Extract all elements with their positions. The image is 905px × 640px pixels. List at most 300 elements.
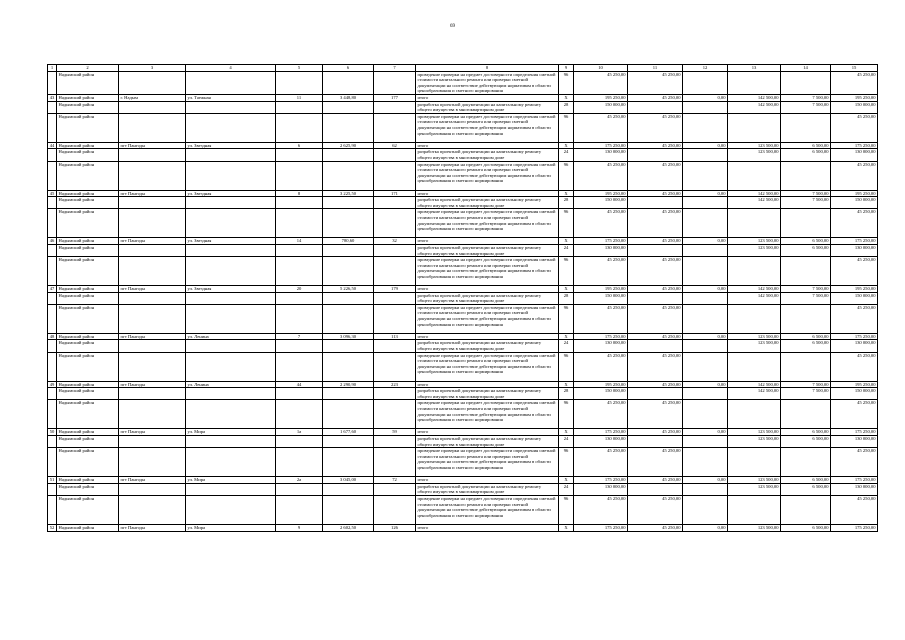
table-cell xyxy=(276,400,323,429)
table-cell: Надымский район xyxy=(57,429,119,436)
table-cell: 175 250,00 xyxy=(574,142,628,149)
table-cell: 175 250,00 xyxy=(574,333,628,340)
table-cell: 45 250,00 xyxy=(628,94,683,101)
table-cell xyxy=(728,161,781,190)
table-cell: 0,00 xyxy=(683,381,728,388)
table-cell: 123 500,00 xyxy=(728,483,781,495)
table-cell: разработка проектной документации на капитальному ремонту общего имущества в многоквартирном доме xyxy=(416,149,559,161)
column-header: 9 xyxy=(559,65,574,72)
table-cell: пгт Пангоды xyxy=(119,429,186,436)
table-cell xyxy=(276,244,323,256)
table-cell: итого xyxy=(416,333,559,340)
table-cell xyxy=(119,496,186,525)
table-cell: 7 500,00 xyxy=(781,101,831,113)
table-cell: Надымский район xyxy=(57,436,119,448)
table-cell: 45 250,00 xyxy=(628,71,683,94)
table-cell: 150 000,00 xyxy=(574,292,628,304)
table-cell xyxy=(683,448,728,477)
table-cell: 142 500,00 xyxy=(728,197,781,209)
table-cell: проведение проверки на предмет достоверности определения сметной стоимости капитального ремонта или проверки сметной документации на соответствие действующим нормативам в области ценообразования и сметного нормирования xyxy=(416,304,559,333)
table-cell: 195 250,00 xyxy=(831,286,878,293)
table-cell xyxy=(48,149,57,161)
table-cell: разработка проектной документации на капитальному ремонту общего имущества в многоквартирном доме xyxy=(416,388,559,400)
table-cell: 6 500,00 xyxy=(781,429,831,436)
column-header: 1 xyxy=(48,65,57,72)
table-cell: 96 xyxy=(559,161,574,190)
table-cell: 45 250,00 xyxy=(831,161,878,190)
table-cell: 123 500,00 xyxy=(728,244,781,256)
table-cell xyxy=(628,340,683,352)
table-cell xyxy=(683,400,728,429)
table-cell xyxy=(276,113,323,142)
column-header: 11 xyxy=(628,65,683,72)
table-cell xyxy=(186,71,276,94)
table-cell: 6 500,00 xyxy=(781,142,831,149)
table-row xyxy=(48,238,878,245)
table-row xyxy=(48,483,878,495)
table-cell xyxy=(48,340,57,352)
table-cell: Надымский район xyxy=(57,340,119,352)
table-cell xyxy=(374,149,416,161)
table-cell: 123 500,00 xyxy=(728,340,781,352)
table-cell xyxy=(781,448,831,477)
table-cell: 96 xyxy=(559,209,574,238)
table-cell xyxy=(48,400,57,429)
table-cell xyxy=(374,71,416,94)
table-cell: 96 xyxy=(559,304,574,333)
table-cell: Надымский район xyxy=(57,400,119,429)
table-cell: 45 xyxy=(48,190,57,197)
table-cell: 45 250,00 xyxy=(831,304,878,333)
table-cell: 28 xyxy=(559,292,574,304)
table-cell xyxy=(628,197,683,209)
table-cell: 142 500,00 xyxy=(728,381,781,388)
table-cell: 130 000,00 xyxy=(831,436,878,448)
table-cell: 45 250,00 xyxy=(628,161,683,190)
table-cell: 43 xyxy=(48,94,57,101)
table-cell: 45 250,00 xyxy=(574,113,628,142)
table-cell xyxy=(781,161,831,190)
table-cell xyxy=(323,496,374,525)
table-cell xyxy=(683,436,728,448)
table-row xyxy=(48,244,878,256)
table-row xyxy=(48,352,878,381)
table-cell: 45 250,00 xyxy=(831,209,878,238)
table-cell: 7 500,00 xyxy=(781,94,831,101)
table-cell xyxy=(323,352,374,381)
table-cell xyxy=(323,483,374,495)
column-header: 15 xyxy=(831,65,878,72)
table-cell: 45 250,00 xyxy=(628,496,683,525)
table-cell xyxy=(48,483,57,495)
table-cell: 0,00 xyxy=(683,525,728,532)
table-cell xyxy=(323,257,374,286)
table-cell: 0,00 xyxy=(683,477,728,484)
table-cell xyxy=(119,101,186,113)
table-cell: 2 625,90 xyxy=(323,142,374,149)
table-cell xyxy=(186,400,276,429)
column-header: 2 xyxy=(57,65,119,72)
table-cell xyxy=(186,448,276,477)
table-cell xyxy=(781,71,831,94)
table-cell: 175 250,00 xyxy=(831,429,878,436)
table-cell xyxy=(323,400,374,429)
table-cell: Надымский район xyxy=(57,161,119,190)
table-cell xyxy=(628,388,683,400)
table-cell: 130 000,00 xyxy=(831,340,878,352)
table-cell: 44 xyxy=(276,381,323,388)
table-cell xyxy=(683,161,728,190)
table-cell: итого xyxy=(416,381,559,388)
table-cell xyxy=(323,113,374,142)
table-cell: 96 xyxy=(559,71,574,94)
table-cell: итого xyxy=(416,477,559,484)
table-cell xyxy=(186,436,276,448)
table-cell: Надымский район xyxy=(57,388,119,400)
table-cell: 150 000,00 xyxy=(831,197,878,209)
table-cell: X xyxy=(559,429,574,436)
table-cell: 2 602,50 xyxy=(323,525,374,532)
table-row xyxy=(48,197,878,209)
table-cell xyxy=(323,292,374,304)
column-header: 7 xyxy=(374,65,416,72)
table-cell: 6 xyxy=(276,142,323,149)
table-cell: 9 xyxy=(276,525,323,532)
table-cell xyxy=(374,161,416,190)
table-cell: 6 500,00 xyxy=(781,477,831,484)
table-cell: 45 250,00 xyxy=(574,257,628,286)
table-cell: Надымский район xyxy=(57,71,119,94)
table-cell: пгт Пангоды xyxy=(119,477,186,484)
table-cell xyxy=(276,257,323,286)
table-cell: 45 250,00 xyxy=(831,496,878,525)
table-cell: 28 xyxy=(559,388,574,400)
table-cell: пгт Пангоды xyxy=(119,286,186,293)
table-cell: 45 250,00 xyxy=(628,286,683,293)
table-cell: пгт Пангоды xyxy=(119,525,186,532)
table-cell: 123 500,00 xyxy=(728,429,781,436)
table-cell: 45 250,00 xyxy=(574,209,628,238)
table-cell: разработка проектной документации на капитальному ремонту общего имущества в многоквартирном доме xyxy=(416,292,559,304)
table-cell: итого xyxy=(416,238,559,245)
table-cell xyxy=(276,304,323,333)
table-cell xyxy=(119,244,186,256)
table-cell xyxy=(323,71,374,94)
table-cell xyxy=(323,149,374,161)
table-cell: 780,60 xyxy=(323,238,374,245)
table-cell xyxy=(48,257,57,286)
table-cell xyxy=(186,149,276,161)
table-cell: итого xyxy=(416,525,559,532)
table-cell: итого xyxy=(416,190,559,197)
table-cell: Надымский район xyxy=(57,496,119,525)
table-cell: проведение проверки на предмет достоверности определения сметной стоимости капитального ремонта или проверки сметной документации на соответствие действующим нормативам в области ценообразования и сметного нормирования xyxy=(416,352,559,381)
table-cell: 142 500,00 xyxy=(728,388,781,400)
table-cell: 45 250,00 xyxy=(628,477,683,484)
table-cell xyxy=(683,149,728,161)
table-cell: 0,00 xyxy=(683,94,728,101)
table-cell: 45 250,00 xyxy=(831,257,878,286)
table-cell xyxy=(323,388,374,400)
table-row xyxy=(48,448,878,477)
table-cell: ул. Звездная xyxy=(186,286,276,293)
table-cell: 45 250,00 xyxy=(628,381,683,388)
table-cell: 3 045,00 xyxy=(323,477,374,484)
table-row xyxy=(48,429,878,436)
table-row xyxy=(48,142,878,149)
table-cell: проведение проверки на предмет достоверности определения сметной стоимости капитального ремонта или проверки сметной документации на соответствие действующим нормативам в области ценообразования и сметного нормирования xyxy=(416,71,559,94)
table-cell: 0,00 xyxy=(683,142,728,149)
table-cell: 45 250,00 xyxy=(628,448,683,477)
table-cell: Надымский район xyxy=(57,304,119,333)
table-cell: Надымский район xyxy=(57,292,119,304)
table-cell xyxy=(728,113,781,142)
table-cell: проведение проверки на предмет достоверности определения сметной стоимости капитального ремонта или проверки сметной документации на соответствие действующим нормативам в области ценообразования и сметного нормирования xyxy=(416,113,559,142)
table-cell: Надымский район xyxy=(57,333,119,340)
table-cell xyxy=(186,340,276,352)
table-cell xyxy=(374,209,416,238)
table-cell: 123 500,00 xyxy=(728,333,781,340)
table-cell: разработка проектной документации на капитальному ремонту общего имущества в многоквартирном доме xyxy=(416,340,559,352)
table-cell: ул. Звездная xyxy=(186,190,276,197)
table-cell: ул. Звездная xyxy=(186,238,276,245)
table-cell: 130 000,00 xyxy=(574,340,628,352)
table-cell: 50 xyxy=(48,429,57,436)
column-header: 12 xyxy=(683,65,728,72)
table-cell: Надымский район xyxy=(57,257,119,286)
table-cell xyxy=(323,101,374,113)
table-cell xyxy=(323,161,374,190)
table-cell: 45 250,00 xyxy=(574,304,628,333)
table-cell: ул. Звездная xyxy=(186,142,276,149)
table-cell xyxy=(323,244,374,256)
table-cell xyxy=(48,388,57,400)
table-cell: 28 xyxy=(559,101,574,113)
table-cell: 45 250,00 xyxy=(628,429,683,436)
table-cell xyxy=(119,71,186,94)
table-cell: 175 250,00 xyxy=(574,477,628,484)
table-cell: X xyxy=(559,381,574,388)
table-cell: 2а xyxy=(276,477,323,484)
table-cell: 142 500,00 xyxy=(728,286,781,293)
table-cell xyxy=(374,101,416,113)
table-cell: X xyxy=(559,142,574,149)
table-cell xyxy=(276,448,323,477)
table-cell xyxy=(119,257,186,286)
table-cell: 45 250,00 xyxy=(574,71,628,94)
table-cell xyxy=(119,352,186,381)
table-cell: 45 250,00 xyxy=(574,448,628,477)
table-row xyxy=(48,190,878,197)
table-cell: 223 xyxy=(374,381,416,388)
table-cell xyxy=(683,101,728,113)
table-cell: 123 500,00 xyxy=(728,477,781,484)
table-cell: 142 500,00 xyxy=(728,94,781,101)
table-cell: 5 226,50 xyxy=(323,286,374,293)
table-cell: Надымский район xyxy=(57,197,119,209)
table-cell: Надымский район xyxy=(57,286,119,293)
table-cell xyxy=(186,197,276,209)
table-cell xyxy=(374,304,416,333)
table-cell: 24 xyxy=(559,436,574,448)
table-cell: Надымский район xyxy=(57,477,119,484)
table-cell: 150 000,00 xyxy=(831,292,878,304)
table-cell: 123 500,00 xyxy=(728,142,781,149)
table-cell: 7 500,00 xyxy=(781,381,831,388)
table-cell xyxy=(119,197,186,209)
table-cell xyxy=(628,483,683,495)
table-cell: 45 250,00 xyxy=(628,113,683,142)
table-cell xyxy=(323,197,374,209)
table-cell: 0,00 xyxy=(683,286,728,293)
table-cell: проведение проверки на предмет достоверности определения сметной стоимости капитального ремонта или проверки сметной документации на соответствие действующим нормативам в области ценообразования и сметного нормирования xyxy=(416,209,559,238)
table-row xyxy=(48,496,878,525)
table-cell: 45 250,00 xyxy=(831,113,878,142)
table-row xyxy=(48,161,878,190)
table-cell: 45 250,00 xyxy=(574,161,628,190)
table-cell: 45 250,00 xyxy=(831,448,878,477)
table-cell: 130 000,00 xyxy=(574,149,628,161)
table-cell: 49 xyxy=(48,381,57,388)
table-cell: 47 xyxy=(48,286,57,293)
table-cell: 45 250,00 xyxy=(574,400,628,429)
table-cell xyxy=(728,448,781,477)
table-cell xyxy=(628,244,683,256)
table-cell xyxy=(48,448,57,477)
table-row xyxy=(48,388,878,400)
column-header: 10 xyxy=(574,65,628,72)
table-cell xyxy=(48,113,57,142)
table-cell: 28 xyxy=(559,197,574,209)
table-cell xyxy=(276,209,323,238)
table-cell: итого xyxy=(416,94,559,101)
table-cell xyxy=(186,161,276,190)
table-cell: 7 500,00 xyxy=(781,190,831,197)
column-header: 13 xyxy=(728,65,781,72)
table-cell xyxy=(119,209,186,238)
table-cell xyxy=(628,149,683,161)
table-cell xyxy=(374,483,416,495)
table-cell: проведение проверки на предмет достоверности определения сметной стоимости капитального ремонта или проверки сметной документации на соответствие действующим нормативам в области ценообразования и сметного нормирования xyxy=(416,161,559,190)
table-cell: разработка проектной документации на капитальному ремонту общего имущества в многоквартирном доме xyxy=(416,483,559,495)
table-cell: 123 500,00 xyxy=(728,149,781,161)
table-cell: 52 xyxy=(48,525,57,532)
table-cell xyxy=(683,113,728,142)
table-cell xyxy=(48,197,57,209)
table-cell xyxy=(48,161,57,190)
table-cell: Надымский район xyxy=(57,94,119,101)
column-header: 5 xyxy=(276,65,323,72)
table-cell xyxy=(323,340,374,352)
table-cell xyxy=(374,113,416,142)
table-cell: 24 xyxy=(559,244,574,256)
table-cell xyxy=(119,388,186,400)
table-cell: 142 500,00 xyxy=(728,101,781,113)
table-cell: Надымский район xyxy=(57,190,119,197)
table-cell: X xyxy=(559,525,574,532)
table-cell: X xyxy=(559,286,574,293)
table-cell: 195 250,00 xyxy=(831,381,878,388)
table-row xyxy=(48,209,878,238)
table-cell xyxy=(683,340,728,352)
table-cell: 175 250,00 xyxy=(831,238,878,245)
table-cell: 150 000,00 xyxy=(831,101,878,113)
table-cell: проведение проверки на предмет достоверности определения сметной стоимости капитального ремонта или проверки сметной документации на соответствие действующим нормативам в области ценообразования и сметного нормирования xyxy=(416,448,559,477)
table-cell: Надымский район xyxy=(57,142,119,149)
table-cell xyxy=(186,209,276,238)
table-cell xyxy=(276,149,323,161)
table-cell: 0,00 xyxy=(683,190,728,197)
table-cell: 45 250,00 xyxy=(574,352,628,381)
table-cell: проведение проверки на предмет достоверности определения сметной стоимости капитального ремонта или проверки сметной документации на соответствие действующим нормативам в области ценообразования и сметного нормирования xyxy=(416,496,559,525)
table-cell xyxy=(683,304,728,333)
table-cell xyxy=(628,436,683,448)
table-cell: 175 250,00 xyxy=(574,238,628,245)
table-cell: Надымский район xyxy=(57,238,119,245)
table-row xyxy=(48,257,878,286)
table-cell: 3 448,80 xyxy=(323,94,374,101)
table-cell: 195 250,00 xyxy=(574,286,628,293)
table-cell: 3 096,30 xyxy=(323,333,374,340)
table-cell: 130 000,00 xyxy=(831,483,878,495)
table-cell: 24 xyxy=(559,340,574,352)
table-cell: X xyxy=(559,94,574,101)
table-cell: X xyxy=(559,238,574,245)
table-cell xyxy=(119,340,186,352)
table-cell: Надымский район xyxy=(57,448,119,477)
table-cell: 6 500,00 xyxy=(781,333,831,340)
table-cell: Надымский район xyxy=(57,483,119,495)
table-cell xyxy=(323,304,374,333)
table-cell xyxy=(683,292,728,304)
table-cell xyxy=(48,292,57,304)
table-cell xyxy=(683,197,728,209)
table-cell xyxy=(781,400,831,429)
table-cell xyxy=(683,257,728,286)
table-row xyxy=(48,71,878,94)
table-cell xyxy=(186,496,276,525)
table-cell: 6 500,00 xyxy=(781,238,831,245)
table-cell: 24 xyxy=(559,149,574,161)
table-cell: 6 500,00 xyxy=(781,244,831,256)
table-cell xyxy=(48,71,57,94)
table-cell: 96 xyxy=(559,113,574,142)
table-cell: 195 250,00 xyxy=(831,94,878,101)
table-cell xyxy=(781,257,831,286)
table-cell: 59 xyxy=(374,429,416,436)
table-row xyxy=(48,381,878,388)
table-cell xyxy=(276,101,323,113)
table-cell xyxy=(48,101,57,113)
table-cell xyxy=(374,388,416,400)
table-cell: 45 250,00 xyxy=(628,352,683,381)
table-cell xyxy=(323,448,374,477)
table-row xyxy=(48,292,878,304)
table-cell xyxy=(628,292,683,304)
table-cell: 195 250,00 xyxy=(831,190,878,197)
table-cell xyxy=(374,257,416,286)
table-cell: 177 xyxy=(374,94,416,101)
table-cell: 20 xyxy=(276,286,323,293)
column-header: 4 xyxy=(186,65,276,72)
table-cell: ул. Мира xyxy=(186,525,276,532)
table-cell: пгт Пангоды xyxy=(119,190,186,197)
table-cell xyxy=(683,244,728,256)
table-cell: 45 250,00 xyxy=(628,400,683,429)
table-cell: 2 290,90 xyxy=(323,381,374,388)
data-table xyxy=(47,64,878,532)
table-cell: 130 000,00 xyxy=(831,244,878,256)
